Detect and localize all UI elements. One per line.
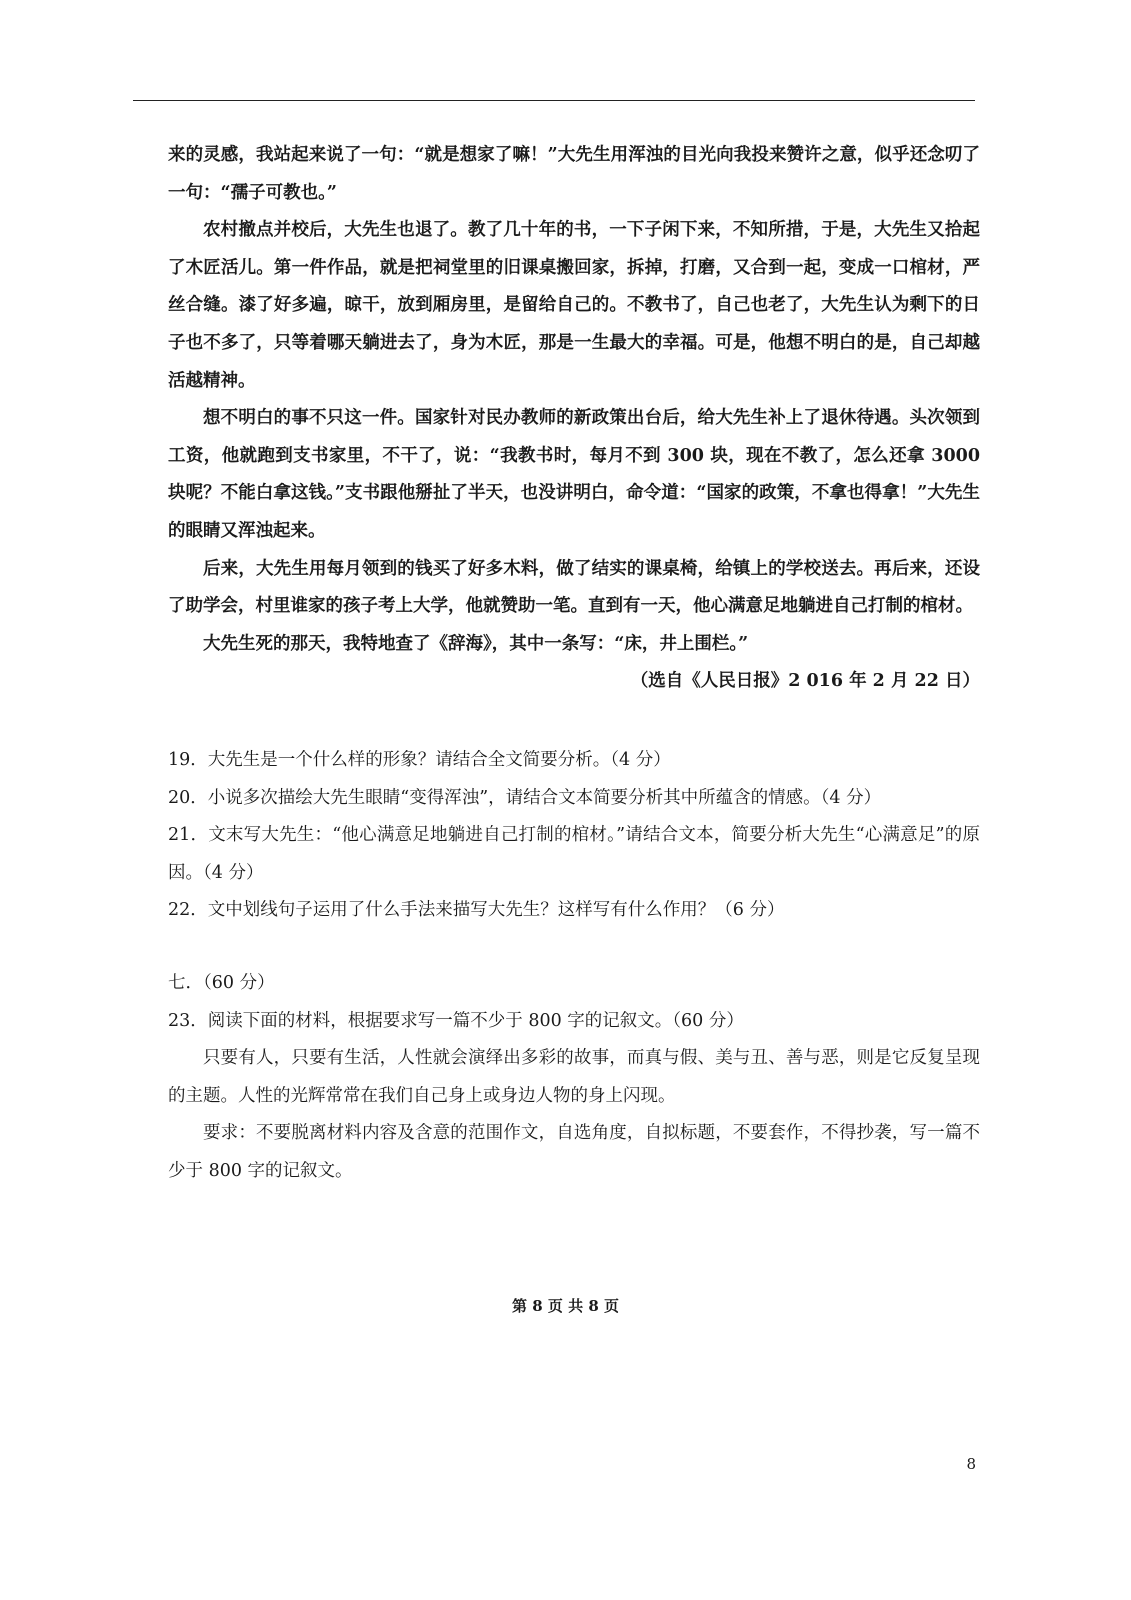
story-paragraph: 大先生死的那天，我特地查了《辞海》，其中一条写：“床，井上围栏。”: [203, 633, 749, 654]
story-paragraph: 想不明白的事不只这一件。国家针对民办教师的新政策出台后，给大先生补上了退休待遇。头次领到工资，他就跑到支书家里，不干了，说：“我教书时，每月不到 300 块，现在不教了，怎么还拿 3000 块呢？不能白拿这钱。”支书跟他掰扯了半天，也没讲明白，命令道：“国家的政策，不拿也得拿！”大先生的眼睛又浑浊起来。: [168, 408, 980, 541]
essay-prompt: 23．阅读下面的材料，根据要求写一篇不少于 800 字的记叙文。（60 分）: [168, 1010, 744, 1031]
page-footer: 第 8 页 共 8 页: [512, 1297, 619, 1315]
page-number: 8: [966, 1455, 976, 1473]
story-paragraph: 农村撤点并校后，大先生也退了。教了几十年的书，一下子闲下来，不知所措，于是，大先生又拾起了木匠活儿。第一件作品，就是把祠堂里的旧课桌搬回家，拆掉，打磨，又合到一起，变成一口棺材，严丝合缝。漆了好多遍，晾干，放到厢房里，是留给自己的。不教书了，自己也老了，大先生认为剩下的日子也不多了，只等着哪天躺进去了，身为木匠，那是一生最大的幸福。可是，他想不明白的是，自己却越活越精神。: [168, 220, 980, 391]
question-item: 20．小说多次描绘大先生眼睛“变得浑浊”，请结合文本简要分析其中所蕴含的情感。（4 分）: [168, 787, 882, 808]
section-heading: 七．（60 分）: [168, 973, 275, 993]
question-item: 21．文末写大先生：“他心满意足地躺进自己打制的棺材。”请结合文本，简要分析大先生“心满意足”的原因。（4 分）: [168, 825, 980, 883]
essay-material: 只要有人，只要有生活，人性就会演绎出多彩的故事，而真与假、美与丑、善与恶，则是它反复呈现的主题。人性的光辉常常在我们自己身上或身边人物的身上闪现。: [168, 1048, 980, 1106]
question-list: [168, 742, 980, 930]
story-source: （选自《人民日报》2 016 年 2 月 22 日）: [630, 671, 980, 692]
essay-requirement: 要求：不要脱离材料内容及含意的范围作文，自选角度，自拟标题，不要套作，不得抄袭，写一篇不少于 800 字的记叙文。: [168, 1123, 980, 1181]
essay-section: [168, 965, 980, 1191]
question-item: 19．大先生是一个什么样的形象？请结合全文简要分析。（4 分）: [168, 750, 671, 770]
story-paragraph: 后来，大先生用每月领到的钱买了好多木料，做了结实的课桌椅，给镇上的学校送去。再后来，还设了助学会，村里谁家的孩子考上大学，他就赞助一笔。直到有一天，他心满意足地躺进自己打制的棺材。: [168, 558, 980, 617]
question-item: 22．文中划线句子运用了什么手法来描写大先生？这样写有什么作用？（6 分）: [168, 900, 785, 921]
story-passage: [168, 137, 980, 701]
header-rule: [133, 100, 975, 101]
story-paragraph: 来的灵感，我站起来说了一句：“就是想家了嘛！”大先生用浑浊的目光向我投来赞许之意，似乎还念叨了一句：“孺子可教也。”: [168, 145, 980, 203]
